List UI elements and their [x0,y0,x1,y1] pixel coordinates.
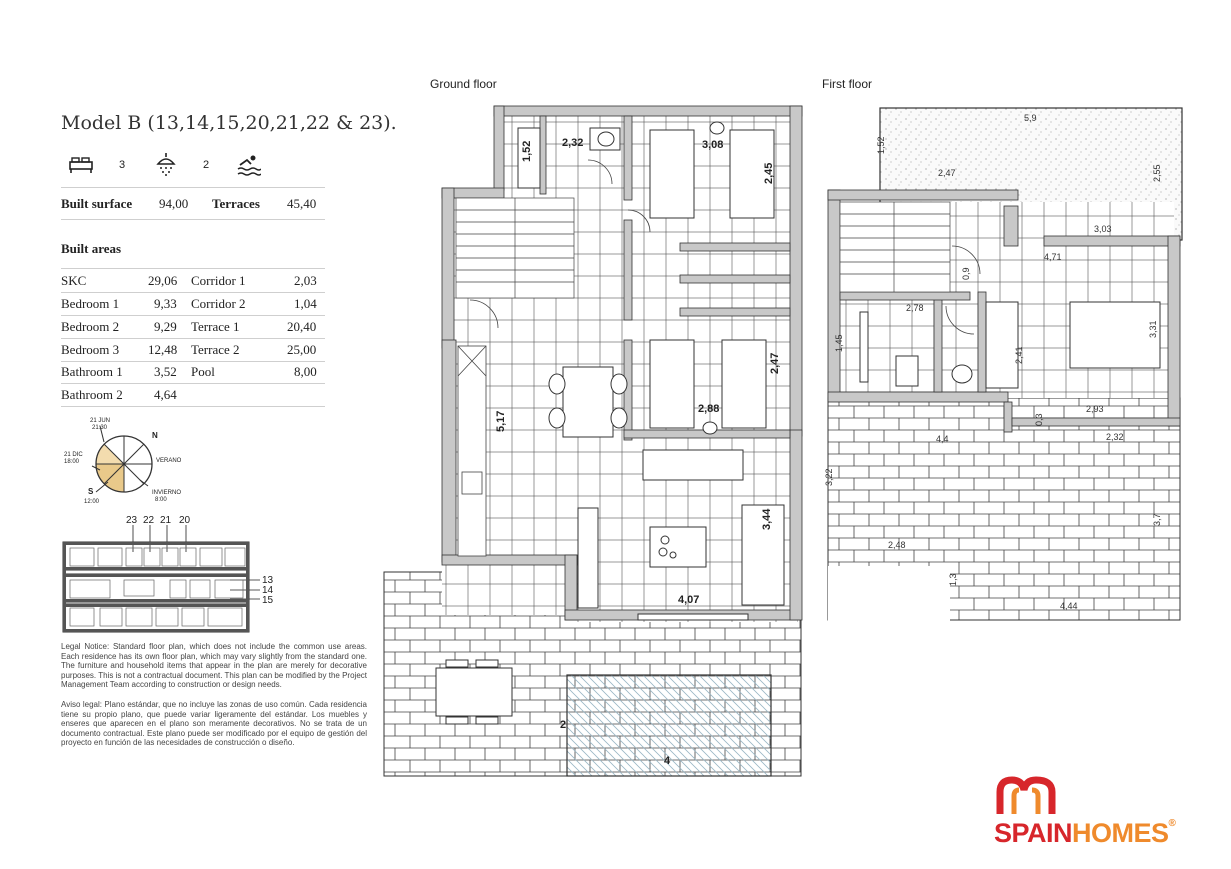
dim-label: 4,07 [678,594,700,606]
dim-label: 3,44 [761,508,773,530]
area-value: 9,29 [154,319,177,334]
site-number: 14 [262,585,274,596]
dim-label: 4,44 [1060,601,1078,611]
dim-label: 2,55 [1152,164,1162,182]
area-value: 1,04 [294,296,317,311]
dim-label: 1,45 [834,334,844,352]
sun-jun-time: 21:30 [92,425,108,431]
north-label: N [152,431,158,440]
verano-label: VERANO [156,458,182,464]
dim-label: 3,31 [1148,320,1158,338]
area-value: 29,06 [148,273,178,288]
terraces-value: 45,40 [287,196,317,211]
area-label: Bathroom 2 [61,387,123,402]
area-value: 9,33 [154,296,177,311]
first-floor-plan [824,106,1184,626]
area-label: Bedroom 3 [61,342,120,357]
sun-orientation-diagram [60,414,200,506]
legal-notice-es: Aviso legal: Plano estándar, que no incluye las zonas de uso común. Cada residencia tiene su propio plano, que puede variar ligeramente del estándar. Los muebles y enseres que aparecen en el plano son meramente decorativos. No se trata de un documento contractual. Este plano puede ser modificado por el equipo de gestión del proyecto en función de las necesidades de construcción o diseño. [61,700,367,748]
area-label: Bedroom 1 [61,296,120,311]
area-value: 8,00 [294,364,317,379]
first-floor-title: First floor [822,77,873,91]
logo-homes-text: HOMES [1072,818,1169,848]
area-label: Pool [191,364,215,379]
area-label: Terrace 1 [191,319,240,334]
bedrooms-count: 3 [119,159,126,171]
south-time: 12:00 [84,499,100,505]
dim-label: 3,22 [824,468,834,486]
area-value: 12,48 [148,342,178,357]
dim-label: 4 [664,755,671,767]
ground-floor-plan [380,100,810,780]
dim-label: 2,32 [562,137,584,149]
area-label: Terrace 2 [191,342,240,357]
area-label: SKC [61,273,87,288]
table-row [61,319,325,337]
logo-registered-mark: ® [1168,818,1176,829]
site-number: 20 [179,515,191,526]
dim-label: 2,41 [1014,346,1024,364]
built-areas-heading: Built areas [61,241,122,256]
site-number: 21 [160,515,172,526]
legal-notice-en: Legal Notice: Standard floor plan, which does not include the common use areas. Each residence has its own floor plan, which may vary slightly from the standard one. The furniture and household items that appear in the plan are merely for decorative purposes. This is not a contractual document. This plan can be modified by the Project Management Team according to construction or design needs. [61,642,367,690]
area-value: 20,40 [287,319,317,334]
built-surface-value: 94,00 [159,196,189,211]
dim-label: 5,9 [1024,113,1037,123]
dim-label: 2,47 [938,168,956,178]
spain-homes-logo-icon [996,776,1058,816]
sun-dic-time: 18:00 [64,459,80,465]
dim-label: 1,52 [876,136,886,154]
dim-label: 2,32 [1106,432,1124,442]
table-row [61,273,325,291]
dim-label: 2 [560,719,567,731]
area-value: 4,64 [154,387,177,402]
site-number: 23 [126,515,138,526]
area-label: Corridor 2 [191,296,246,311]
site-plan [60,510,280,635]
table-row [61,387,325,405]
logo-spain-text: SPAIN [994,818,1073,848]
built-surface-label: Built surface [61,196,133,211]
table-row [61,296,325,314]
ground-floor-title: Ground floor [430,77,497,91]
sun-jun-label: 21 JUN [90,418,111,424]
site-number: 13 [262,575,274,586]
area-value: 3,52 [154,364,177,379]
sun-dic-label: 21 DIC [64,452,83,458]
dim-label: 5,17 [495,410,507,432]
dim-label: 3,7 [1152,513,1162,526]
bathrooms-count: 2 [203,159,210,171]
dim-label: 2,88 [698,403,720,415]
area-value: 25,00 [287,342,317,357]
area-label: Bathroom 1 [61,364,123,379]
pool-icon [237,154,261,176]
bed-icon [69,156,93,174]
dim-label: 4,4 [936,434,949,444]
area-label: Bedroom 2 [61,319,120,334]
invierno-label: INVIERNO [152,490,182,496]
dim-label: 1,52 [521,140,533,162]
invierno-time: 8:00 [155,497,167,503]
surface-row [61,196,325,214]
dim-label: 2,47 [769,352,781,374]
model-title: Model B (13,14,15,20,21,22 & 23). [61,112,397,134]
dim-label: 2,45 [763,162,775,184]
built-areas-table [61,268,325,408]
site-number: 22 [143,515,155,526]
dim-label: 3,03 [1094,224,1112,234]
spain-homes-logo [994,818,1175,849]
area-label: Corridor 1 [191,273,246,288]
table-row [61,364,325,382]
dim-label: 2,78 [906,303,924,313]
south-label: S [88,487,94,496]
icons-row [61,152,325,180]
site-number: 15 [262,595,274,606]
dim-label: 3,08 [702,139,724,151]
dim-label: 2,48 [888,540,906,550]
dim-label: 0,9 [961,267,971,280]
shower-icon [155,152,177,176]
dim-label: 4,71 [1044,252,1062,262]
table-row [61,342,325,360]
terraces-label: Terraces [212,196,260,211]
dim-label: 0,3 [1034,413,1044,426]
dim-label: 2,93 [1086,404,1104,414]
dim-label: 1,3 [948,573,958,586]
area-value: 2,03 [294,273,317,288]
